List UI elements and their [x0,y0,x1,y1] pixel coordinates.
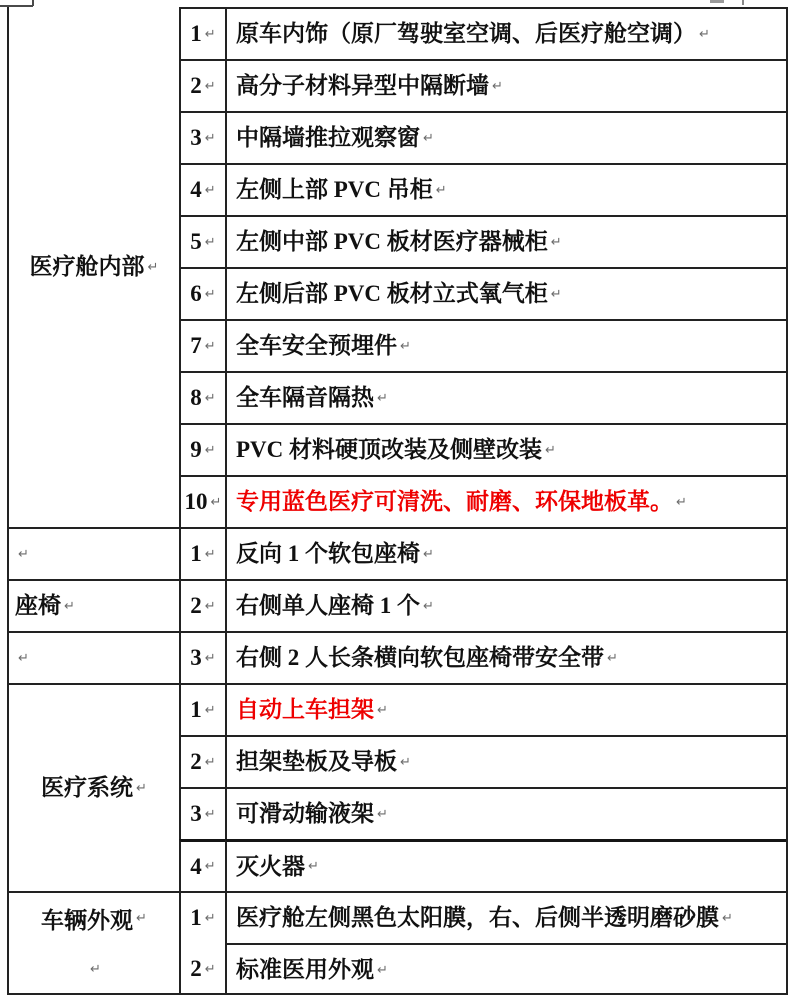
row-desc: 原车内饰（原厂驾驶室空调、后医疗舱空调） [236,21,696,47]
paragraph-mark-icon: ↵ [377,962,388,978]
paragraph-mark-icon: ↵ [423,598,434,614]
row-desc-cell[interactable] [225,579,786,631]
paragraph-mark-icon: ↵ [136,911,147,926]
paragraph-mark-icon: ↵ [18,546,29,562]
row-number: 2 [190,593,202,619]
row-number-cell[interactable] [179,7,225,59]
row-desc: 灭火器 [236,853,305,879]
category-label: 车辆外观 [41,908,134,933]
paragraph-mark-icon: ↵ [204,390,216,406]
row-number: 4 [190,853,202,879]
row-number: 7 [190,333,202,359]
row-number: 10 [184,489,208,515]
paragraph-mark-icon: ↵ [18,650,29,666]
category-cell-seats[interactable] [9,579,179,631]
paragraph-mark-icon: ↵ [64,598,75,614]
category-cell-empty-below-seats[interactable] [9,631,179,683]
paragraph-mark-icon: ↵ [147,259,159,275]
row-number: 1 [190,697,202,723]
row-number: 2 [190,749,202,775]
category-cell-empty-above-seats[interactable] [9,527,179,579]
row-desc: 专用蓝色医疗可清洗、耐磨、环保地板革。 [236,489,673,515]
category-label: 医疗系统 [41,775,134,801]
paragraph-mark-icon: ↵ [204,442,216,458]
row-number-cell[interactable] [179,423,225,475]
row-number: 5 [190,229,202,255]
paragraph-mark-icon: ↵ [204,234,216,250]
row-desc-cell[interactable] [225,371,786,423]
row-desc: 左侧后部 PVC 板材立式氧气柜 [236,281,548,307]
row-number-cell[interactable] [179,527,225,579]
row-number-cell[interactable] [179,215,225,267]
row-number: 1 [190,905,202,931]
paragraph-mark-icon: ↵ [204,702,216,718]
paragraph-mark-icon: ↵ [676,494,687,510]
paragraph-mark-icon: ↵ [308,859,319,874]
paragraph-mark-icon: ↵ [90,962,101,977]
category-label: 医疗舱内部 [29,254,145,280]
row-number-cell[interactable] [179,787,225,839]
paragraph-mark-icon: ↵ [400,338,411,354]
row-desc: PVC 材料硬顶改装及侧壁改装 [236,437,543,463]
category-cell-vehicle-exterior[interactable] [9,891,179,995]
row-desc-cell[interactable] [225,59,786,111]
table-artifact-top-right-box [710,0,724,3]
row-number: 2 [190,73,202,99]
row-desc: 可滑动输液架 [236,801,374,827]
row-desc-cell[interactable] [225,891,786,943]
row-number-cell[interactable] [179,111,225,163]
row-desc-cell[interactable] [225,943,786,995]
row-number-cell[interactable] [179,735,225,787]
row-number: 8 [190,385,202,411]
row-desc-cell[interactable] [225,631,786,683]
row-desc: 全车隔音隔热 [236,385,374,411]
row-number-cell[interactable] [179,579,225,631]
row-number-cell[interactable] [179,631,225,683]
category-cell-medical-system[interactable] [9,683,179,891]
row-desc-cell[interactable] [225,683,786,735]
category-empty-line [9,944,179,995]
paragraph-mark-icon: ↵ [545,442,556,458]
row-desc-cell[interactable] [225,267,786,319]
row-number: 3 [190,645,202,671]
row-number: 4 [190,177,202,203]
paragraph-mark-icon: ↵ [204,650,216,666]
paragraph-mark-icon: ↵ [204,338,216,354]
row-number-cell[interactable] [179,475,225,527]
paragraph-mark-icon: ↵ [377,390,388,406]
row-desc-cell[interactable] [225,527,786,579]
row-desc-cell[interactable] [225,475,786,527]
row-number-cell[interactable] [179,319,225,371]
paragraph-mark-icon: ↵ [204,286,216,302]
paragraph-mark-icon: ↵ [492,78,503,94]
paragraph-mark-icon: ↵ [204,78,216,94]
paragraph-mark-icon: ↵ [377,702,388,718]
paragraph-mark-icon: ↵ [204,546,216,562]
paragraph-mark-icon: ↵ [400,754,411,770]
row-number: 9 [190,437,202,463]
row-desc: 左侧上部 PVC 吊柜 [236,177,433,203]
paragraph-mark-icon: ↵ [550,286,562,302]
row-desc-cell[interactable] [225,7,786,59]
row-desc-cell[interactable] [225,787,786,839]
spec-table [7,7,788,995]
table-artifact-top-right-tick [742,0,744,5]
row-desc-cell[interactable] [225,215,786,267]
paragraph-mark-icon: ↵ [204,859,216,874]
row-desc: 高分子材料异型中隔断墙 [236,73,489,99]
table-artifact-top-left-vertical [32,0,34,6]
row-desc: 反向 1 个软包座椅 [236,541,420,567]
row-desc: 担架垫板及导板 [236,749,397,775]
row-desc: 右侧单人座椅 1 个 [236,593,420,619]
paragraph-mark-icon: ↵ [210,494,222,510]
row-number: 6 [190,281,202,307]
row-desc: 全车安全预埋件 [236,333,397,359]
row-number-cell[interactable] [179,371,225,423]
row-desc: 左侧中部 PVC 板材医疗器械柜 [236,229,548,255]
row-desc: 自动上车担架 [236,697,374,723]
paragraph-mark-icon: ↵ [722,910,733,926]
row-desc-cell[interactable] [225,423,786,475]
row-desc: 医疗舱左侧黑色太阳膜，右、后侧半透明磨砂膜 [236,905,719,931]
paragraph-mark-icon: ↵ [423,130,434,146]
row-number: 1 [190,21,202,47]
row-number-cell[interactable] [179,59,225,111]
row-desc: 右侧 2 人长条横向软包座椅带安全带 [236,645,604,671]
paragraph-mark-icon: ↵ [204,182,216,198]
paragraph-mark-icon: ↵ [204,806,216,822]
paragraph-mark-icon: ↵ [204,910,216,926]
row-number-cell[interactable] [179,683,225,735]
paragraph-mark-icon: ↵ [377,806,388,822]
row-number-cell[interactable] [179,943,225,995]
row-desc-cell[interactable] [225,163,786,215]
category-cell-medical-cabin-interior[interactable] [9,7,179,527]
row-desc: 标准医用外观 [236,957,374,983]
paragraph-mark-icon: ↵ [550,234,562,250]
category-line [9,893,179,944]
row-number-cell[interactable] [179,163,225,215]
row-desc-cell[interactable] [225,111,786,163]
row-desc-cell[interactable] [225,319,786,371]
paragraph-mark-icon: ↵ [204,130,216,146]
row-number: 1 [190,541,202,567]
paragraph-mark-icon: ↵ [204,598,216,614]
paragraph-mark-icon: ↵ [435,182,447,198]
paragraph-mark-icon: ↵ [204,961,216,977]
row-desc: 中隔墙推拉观察窗 [236,125,420,151]
row-number: 2 [190,956,202,982]
paragraph-mark-icon: ↵ [136,780,147,796]
category-label: 座椅 [15,593,61,619]
row-number: 3 [190,801,202,827]
paragraph-mark-icon: ↵ [699,26,710,42]
row-number-cell[interactable] [179,267,225,319]
paragraph-mark-icon: ↵ [607,650,618,666]
row-number-cell[interactable] [179,839,225,891]
paragraph-mark-icon: ↵ [423,546,434,562]
row-desc-cell[interactable] [225,839,786,891]
row-desc-cell[interactable] [225,735,786,787]
row-number-cell[interactable] [179,891,225,943]
paragraph-mark-icon: ↵ [204,754,216,770]
row-number: 3 [190,125,202,151]
paragraph-mark-icon: ↵ [204,26,216,42]
